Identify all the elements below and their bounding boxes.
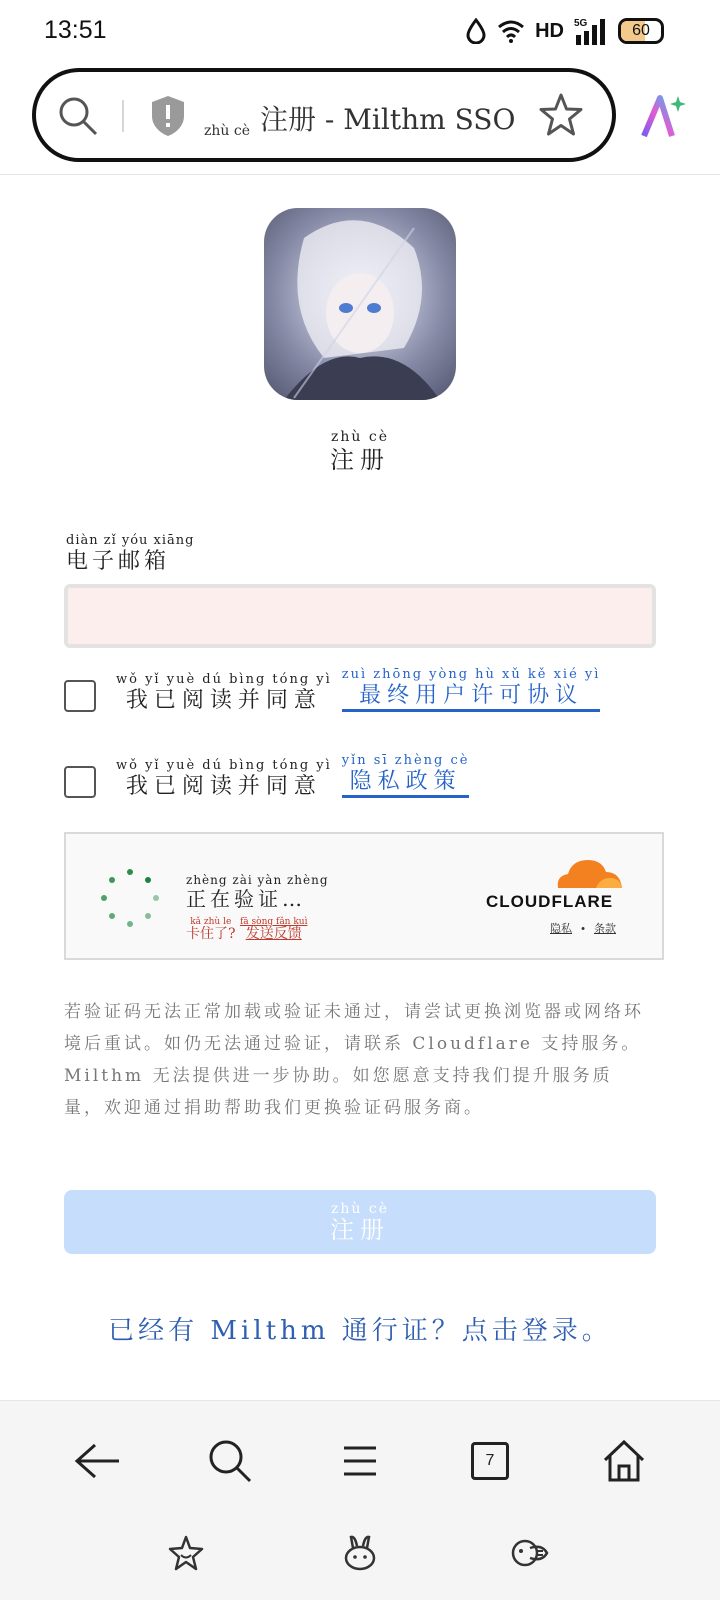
ai-assistant-icon[interactable] bbox=[638, 92, 688, 142]
status-time: 13:51 bbox=[44, 16, 107, 44]
eula-link[interactable] bbox=[342, 668, 601, 712]
page-title-text: 注册 bbox=[330, 446, 390, 474]
eula-row bbox=[64, 667, 601, 713]
spinner-dot bbox=[153, 895, 159, 901]
cf-feedback-text: 发送反馈 bbox=[245, 926, 302, 942]
status-icons bbox=[465, 14, 664, 48]
eula-checkbox[interactable] bbox=[64, 680, 96, 712]
cf-verifying-ruby-wrap bbox=[186, 874, 329, 909]
privacy-agree-ruby: wǒ yǐ yuè dú bìng tóng yì bbox=[116, 758, 332, 773]
spinner-dot bbox=[127, 921, 133, 927]
battery-level: 60 bbox=[632, 22, 650, 39]
extension-star-icon[interactable] bbox=[164, 1531, 208, 1575]
email-label-text: 电子邮箱 bbox=[66, 549, 171, 574]
search-icon[interactable] bbox=[56, 94, 100, 143]
tabs-button[interactable] bbox=[460, 1431, 520, 1491]
eula-link-text: 最终用户许可协议 bbox=[359, 683, 584, 708]
privacy-agree-text: 我已阅读并同意 bbox=[125, 774, 322, 799]
spinner-dot bbox=[109, 913, 115, 919]
wifi-icon bbox=[497, 19, 525, 43]
page-title bbox=[0, 430, 720, 472]
register-button-label: 注册 bbox=[330, 1216, 390, 1244]
cf-feedback-ruby: fā sòng fǎn kuì bbox=[239, 917, 308, 927]
address-separator bbox=[122, 100, 124, 132]
cf-terms-link[interactable]: 条款 bbox=[593, 923, 616, 935]
tab-title-ruby bbox=[204, 124, 250, 138]
spinner-dot bbox=[109, 877, 115, 883]
cf-feedback-link[interactable] bbox=[240, 918, 308, 941]
page-title-ruby-wrap bbox=[330, 430, 390, 472]
back-button[interactable] bbox=[68, 1431, 128, 1491]
address-bar[interactable] bbox=[32, 68, 616, 162]
extension-rabbit-icon[interactable] bbox=[338, 1531, 382, 1575]
privacy-agree bbox=[116, 759, 332, 798]
hd-label: HD bbox=[535, 19, 564, 42]
cf-privacy-link[interactable]: 隐私 bbox=[550, 923, 572, 935]
cf-footer-separator: • bbox=[581, 923, 585, 935]
cf-verifying-text: 正在验证… bbox=[186, 887, 306, 911]
cf-footer bbox=[550, 920, 616, 936]
privacy-checkbox[interactable] bbox=[64, 766, 96, 798]
menu-button[interactable] bbox=[330, 1431, 390, 1491]
cf-verifying-ruby: zhèng zài yàn zhèng bbox=[186, 873, 329, 887]
privacy-policy-link[interactable] bbox=[342, 754, 470, 798]
menu-icon bbox=[340, 1444, 380, 1478]
register-button-ruby: zhù cè bbox=[331, 1201, 389, 1217]
site-logo-avatar bbox=[264, 208, 456, 400]
spinner-dot bbox=[127, 869, 133, 875]
email-label-ruby: diàn zǐ yóu xiāng bbox=[66, 533, 195, 548]
cf-stuck-text: 卡住了? bbox=[186, 926, 236, 942]
shield-info-icon[interactable] bbox=[148, 94, 188, 143]
privacy-row bbox=[64, 753, 470, 799]
tab-title-ruby-text: zhù cè bbox=[204, 123, 250, 139]
water-drop-icon bbox=[465, 18, 487, 44]
arrow-left-icon bbox=[73, 1441, 123, 1481]
browser-bottom-toolbar bbox=[0, 1400, 720, 1600]
eula-agree-text: 我已阅读并同意 bbox=[125, 688, 322, 713]
login-link[interactable]: 已经有 Milthm 通行证？点击登录。 bbox=[108, 1316, 612, 1346]
page-tab-title[interactable] bbox=[204, 98, 534, 138]
email-label bbox=[66, 534, 194, 573]
eula-agree-ruby: wǒ yǐ yuè dú bìng tóng yì bbox=[116, 672, 332, 687]
home-button[interactable] bbox=[594, 1431, 654, 1491]
spinner-dot bbox=[145, 913, 151, 919]
cf-stuck-ruby: kǎ zhù le bbox=[190, 917, 232, 927]
privacy-link-text: 隐私政策 bbox=[349, 769, 462, 794]
search-button[interactable] bbox=[200, 1431, 260, 1491]
star-icon[interactable] bbox=[538, 92, 584, 143]
spinner-dot bbox=[145, 877, 151, 883]
eula-link-ruby: zuì zhōng yòng hù xǔ kě xié yì bbox=[341, 667, 601, 682]
captcha-help-text: 若验证码无法正常加载或验证未通过，请尝试更换浏览器或网络环境后重试。如仍无法通过验证，请联系 Cloudflare 支持服务。Milthm 无法提供进一步协助。如您愿意支持我们提升服务质量，欢迎通过捐助帮助我们更换验证码服务商。 bbox=[64, 1002, 644, 1118]
status-bar bbox=[0, 0, 720, 64]
register-button-ruby-wrap bbox=[330, 1202, 390, 1242]
spinner-dot bbox=[101, 895, 107, 901]
cf-stuck-wrap bbox=[186, 918, 236, 941]
email-label-ruby-wrap bbox=[66, 534, 194, 573]
page-title-ruby: zhù cè bbox=[331, 429, 389, 445]
cf-stuck bbox=[186, 918, 307, 941]
email-field[interactable] bbox=[64, 584, 656, 648]
cloudflare-wordmark: CLOUDFLARE bbox=[486, 892, 614, 911]
signal-label: 5G bbox=[574, 18, 588, 29]
top-divider bbox=[0, 174, 720, 175]
home-icon bbox=[601, 1438, 647, 1484]
eula-agree bbox=[116, 673, 332, 712]
cf-verifying bbox=[186, 874, 329, 909]
register-button[interactable] bbox=[64, 1190, 656, 1254]
cloudflare-turnstile-widget[interactable] bbox=[64, 832, 664, 960]
privacy-link-ruby: yǐn sī zhèng cè bbox=[341, 753, 470, 768]
extension-fish-icon[interactable] bbox=[508, 1531, 552, 1575]
cellular-signal-icon bbox=[574, 17, 608, 45]
battery-icon bbox=[618, 18, 664, 44]
tab-title-text: 注册 - Milthm SSO bbox=[260, 103, 516, 136]
loading-spinner-icon bbox=[98, 866, 162, 930]
cloudflare-cloud-icon bbox=[552, 854, 624, 895]
tab-count: 7 bbox=[471, 1442, 509, 1480]
search-icon bbox=[206, 1437, 254, 1485]
